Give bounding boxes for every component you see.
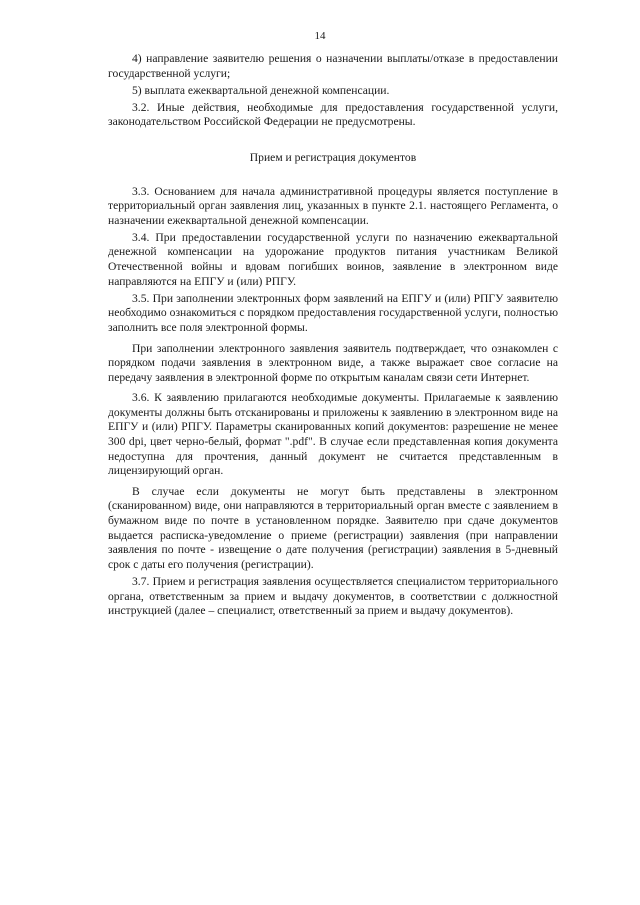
- paragraph-list-item-5: 5) выплата ежеквартальной денежной компенсации.: [132, 83, 390, 97]
- paragraph-3-5: 3.5. При заполнении электронных форм заявлений на ЕПГУ и (или) РПГУ заявителю необходимо ознакомиться с порядком предоставления государственной услуги, полностью заполнить все поля электронной формы.: [108, 291, 558, 334]
- paragraph-3-4: 3.4. При предоставлении государственной услуги по назначению ежеквартальной денежной компенсации на удорожание продуктов питания участникам Великой Отечественной войны и вдовам погибших воинов, заявление в электронном виде направляются на ЕПГУ и (или) РПГУ.: [108, 230, 558, 288]
- paragraph-3-6: 3.6. К заявлению прилагаются необходимые документы. Прилагаемые к заявлению документы должны быть отсканированы и приложены к заявлению в электронном виде на ЕПГУ и (или) РПГУ. Параметры сканированных копий документов: разрешение не менее 300 dpi, цвет черно-белый, формат ".pdf". В случае если представленная копия документа недоступна для прочтения, данный документ не считается представленным в лицензирующий орган.: [108, 391, 558, 478]
- paragraph-3-3: 3.3. Основанием для начала административной процедуры является поступление в территориальный орган заявления лиц, указанных в пункте 2.1. настоящего Регламента, о назначении ежеквартальной денежной компенсации.: [108, 184, 558, 227]
- paragraph-list-item-4: 4) направление заявителю решения о назначении выплаты/отказе в предоставлении государственной услуги;: [108, 52, 558, 80]
- paragraph-3-2: 3.2. Иные действия, необходимые для предоставления государственной услуги, законодательством Российской Федерации не предусмотрены.: [108, 100, 558, 129]
- section-heading: Прием и регистрация документов: [249, 150, 417, 164]
- paragraph-3-7: 3.7. Прием и регистрация заявления осуществляется специалистом территориального органа, ответственным за прием и выдачу документов, в соответствии с должностной инструкцией (далее – специалист, ответственный за прием и выдачу документов).: [108, 574, 558, 618]
- document-body: [108, 52, 558, 621]
- paragraph-electronic-consent: При заполнении электронного заявления заявитель подтверждает, что ознакомлен с порядком подачи заявления в электронном виде, а также выражает свое согласие на передачу заявления в электронной форме по открытым каналам связи сети Интернет.: [108, 341, 558, 384]
- paragraph-paper-submission: В случае если документы не могут быть представлены в электронном (сканированном) виде, они направляются в территориальный орган вместе с заявлением в бумажном виде по почте в установленном порядке. Заявителю при сдаче документов выдается расписка-уведомление о приеме (регистрации) заявления (при направлении заявления по почте - извещение о дате получения (регистрации) заявления в 5-дневный срок с даты его получения (регистрации).: [108, 484, 558, 571]
- page-number: 14: [314, 30, 326, 42]
